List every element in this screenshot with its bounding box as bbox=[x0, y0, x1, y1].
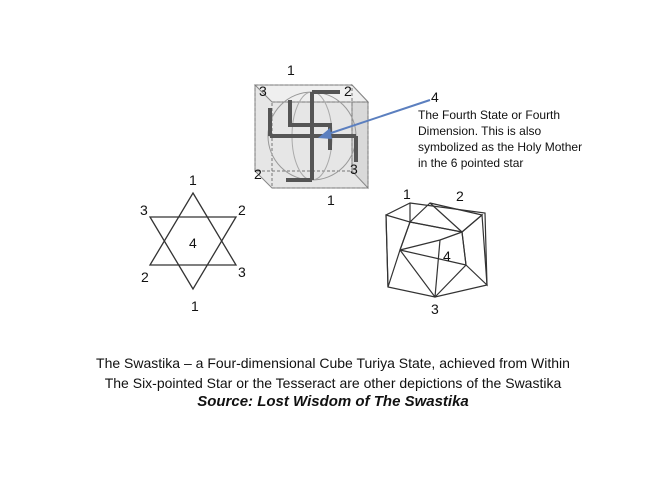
star-label-upper-left: 3 bbox=[140, 202, 148, 218]
annotation-line-3: symbolized as the Holy Mother bbox=[418, 140, 583, 154]
star-label-center: 4 bbox=[189, 235, 197, 251]
caption-source: Source: Lost Wisdom of The Swastika bbox=[197, 393, 469, 410]
tesseract-label-top-right: 2 bbox=[456, 188, 464, 204]
star-label-top: 1 bbox=[189, 172, 197, 188]
caption-line-2: The Six-pointed Star or the Tesseract are other depictions of the Swastika bbox=[104, 375, 562, 391]
tesseract-label-top-left: 1 bbox=[403, 186, 411, 202]
cube-label-bottom: 1 bbox=[327, 192, 335, 208]
cube-label-right-top: 2 bbox=[344, 83, 352, 99]
tesseract-label-bottom: 3 bbox=[431, 301, 439, 317]
cube-label-top: 1 bbox=[287, 62, 295, 78]
annotation-line-2: Dimension. This is also bbox=[418, 124, 542, 138]
caption-line-1: The Swastika – a Four-dimensional Cube Turiya State, achieved from Within bbox=[96, 355, 570, 371]
cube-label-left-bottom: 2 bbox=[254, 166, 262, 182]
star-label-upper-right: 2 bbox=[238, 202, 246, 218]
star-label-lower-left: 2 bbox=[141, 269, 149, 285]
cube-label-left-top: 3 bbox=[259, 83, 267, 99]
annotation-text bbox=[418, 89, 618, 171]
tesseract-label-center: 4 bbox=[443, 248, 451, 264]
star-label-lower-right: 3 bbox=[238, 264, 246, 280]
cube-label-right-bottom: 3 bbox=[350, 161, 358, 177]
annotation-line-1: The Fourth State or Fourth bbox=[418, 108, 561, 122]
annotation-line-4: in the 6 pointed star bbox=[418, 156, 524, 170]
annotation-number: 4 bbox=[431, 89, 439, 105]
star-label-bottom: 1 bbox=[191, 298, 199, 314]
tesseract bbox=[386, 203, 487, 297]
